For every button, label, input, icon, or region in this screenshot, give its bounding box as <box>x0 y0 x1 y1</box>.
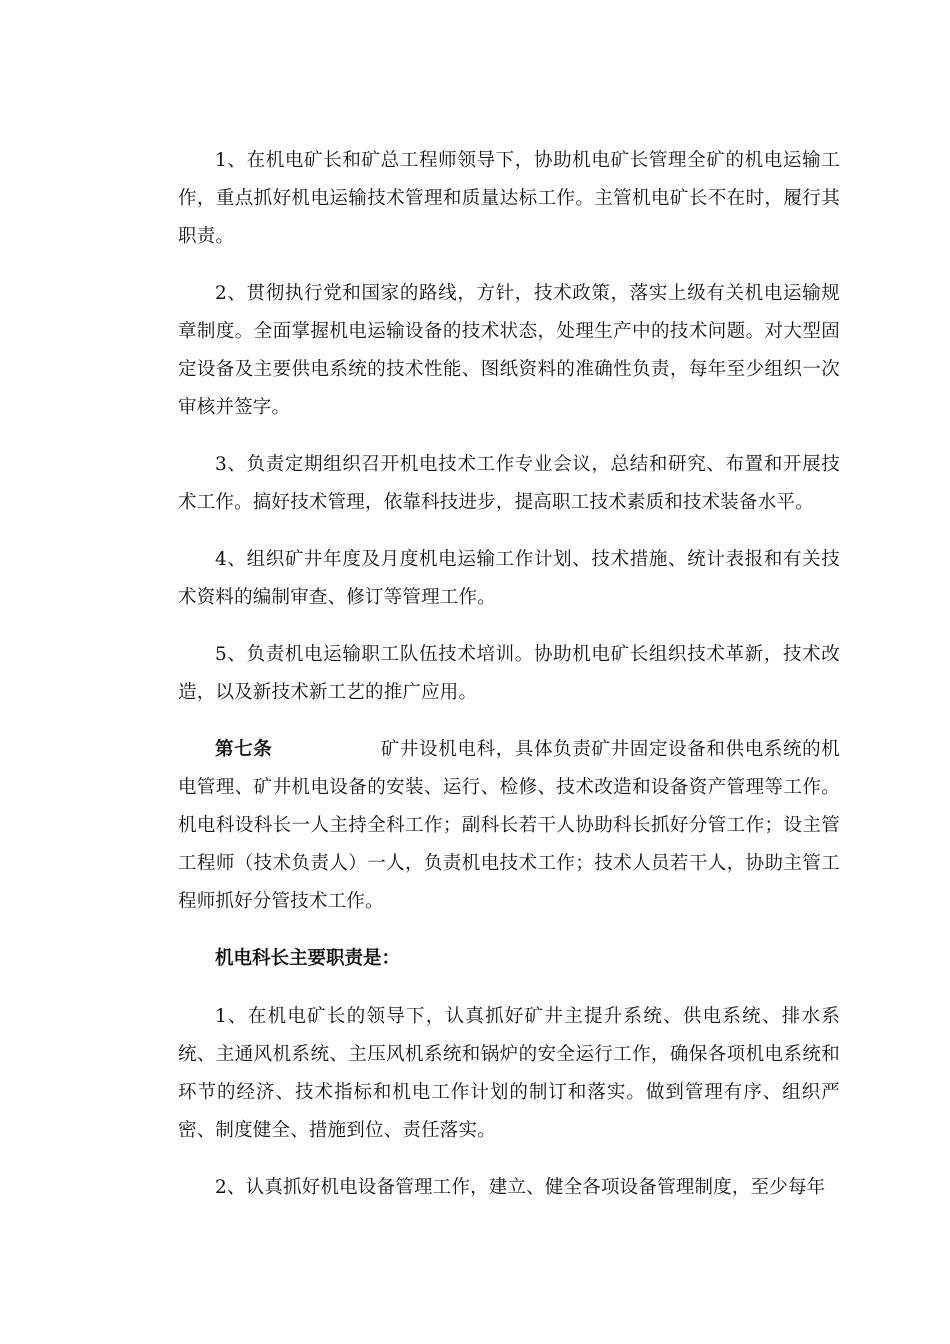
duty-paragraph-5: 5、负责机电运输职工队伍技术培训。协助机电矿长组织技术革新，技术改造，以及新技术新工艺的推广应用。 <box>178 644 840 703</box>
article-7-label: 第七条 <box>215 739 273 760</box>
section-heading: 机电科长主要职责是： <box>215 948 401 969</box>
duty-paragraph-3: 3、负责定期组织召开机电技术工作专业会议，总结和研究、布置和开展技术工作。搞好技术管理，依靠科技进步，提高职工技术素质和技术装备水平。 <box>178 454 840 513</box>
article-7-paragraph <box>178 731 840 921</box>
duty-paragraph-4: 4、组织矿井年度及月度机电运输工作计划、技术措施、统计表报和有关技术资料的编制审查、修订等管理工作。 <box>178 549 840 608</box>
duty-paragraph-1: 1、在机电矿长和矿总工程师领导下，协助机电矿长管理全矿的机电运输工作，重点抓好机电运输技术管理和质量达标工作。主管机电矿长不在时，履行其职责。 <box>178 150 840 247</box>
chief-duty-paragraph-1: 1、在机电矿长的领导下，认真抓好矿井主提升系统、供电系统、排水系统、主通风机系统、主压风机系统和锅炉的安全运行工作，确保各项机电系统和环节的经济、技术指标和机电工作计划的制订和落实。做到管理有序、组织严密、制度健全、措施到位、责任落实。 <box>178 1006 840 1141</box>
chief-duty-paragraph-2: 2、认真抓好机电设备管理工作，建立、健全各项设备管理制度，至少每年 <box>215 1177 826 1198</box>
article-7-text: 矿井设机电科，具体负责矿井固定设备和供电系统的机电管理、矿井机电设备的安装、运行、检修、技术改造和设备资产管理等工作。机电科设科长一人主持全科工作；副科长若干人协助科长抓好分管工作；设主管工程师（技术负责人）一人，负责机电技术工作；技术人员若干人，协助主管工程师抓好分管技术工作。 <box>178 739 840 912</box>
duty-paragraph-2: 2、贯彻执行党和国家的路线，方针，技术政策，落实上级有关机电运输规章制度。全面掌握机电运输设备的技术状态，处理生产中的技术问题。对大型固定设备及主要供电系统的技术性能、图纸资料的准确性负责，每年至少组织一次审核并签字。 <box>178 283 840 418</box>
